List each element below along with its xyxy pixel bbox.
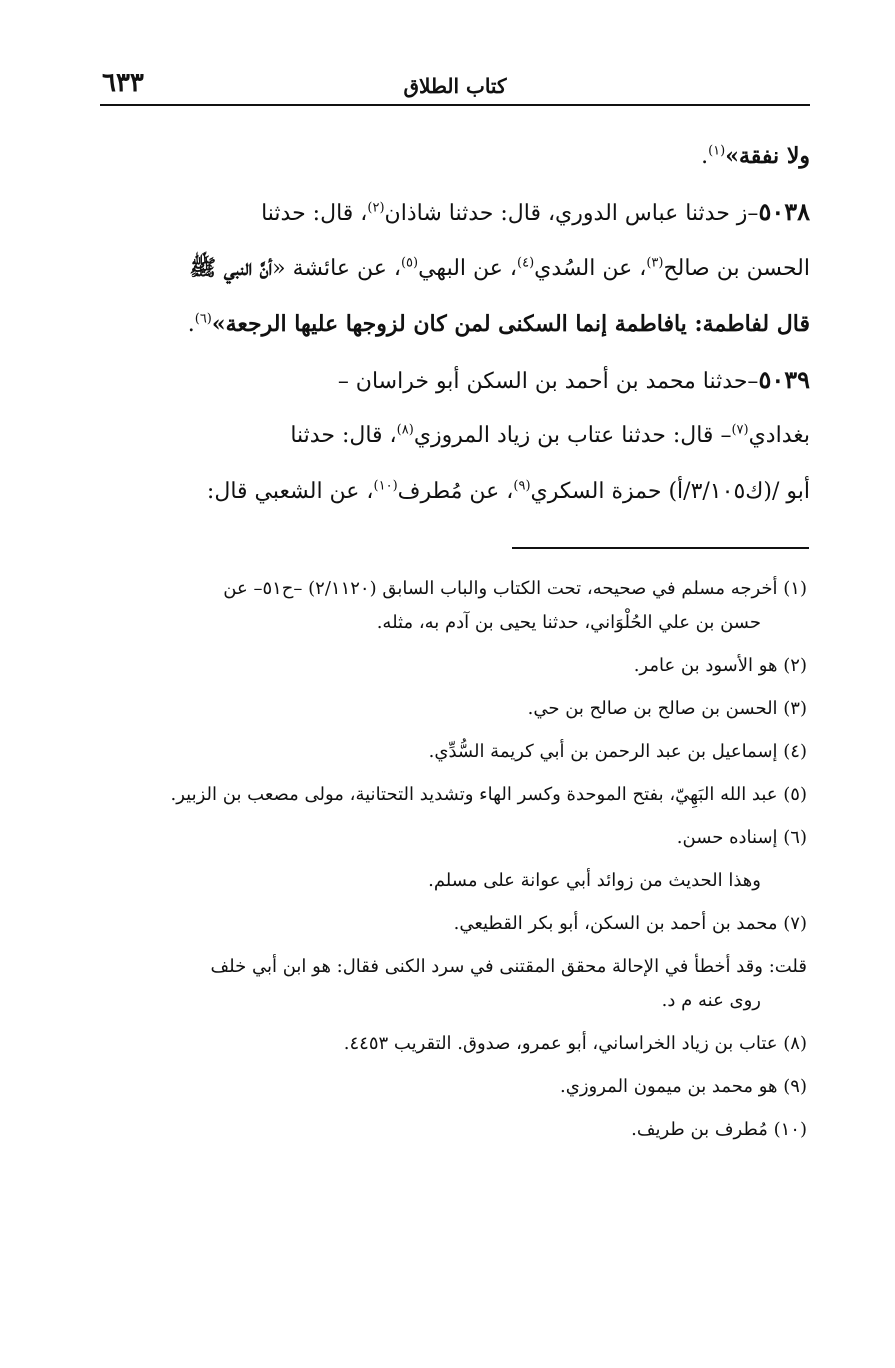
- isnad-text: –ز حدثنا عباس الدوري، قال: حدثنا شاذان: [384, 201, 759, 226]
- punctuation: .: [701, 144, 709, 169]
- isnad-text: ، عن الشعبي قال:: [206, 479, 374, 504]
- footnote-9: (٩) هو محمد بن ميمون المروزي.: [560, 1076, 807, 1097]
- footnote-ref: (٦): [194, 311, 212, 327]
- footnote-7: (٧) محمد بن أحمد بن السكن، أبو بكر القطيعي.: [453, 913, 807, 934]
- footnote-ref: (٥): [400, 255, 419, 271]
- footnote-ref: (٧): [731, 422, 749, 438]
- footnote-1-continuation: حسن بن علي الحُلْوَاني، حدثنا يحيى بن آدم به، مثله.: [376, 612, 761, 633]
- footnote-8: (٨) عتاب بن زياد الخراساني، أبو عمرو، صدوق. التقريب ٤٤٥٣.: [343, 1033, 807, 1054]
- matn-text: قال لفاطمة: يافاطمة إنما السكنى لمن كان لزوجها عليها الرجعة»: [211, 311, 810, 337]
- hadith-ending: ولا نفقة»: [725, 143, 810, 169]
- footnotes: [87, 572, 807, 1156]
- hadith-5039-line: [90, 352, 810, 408]
- header-divider: [100, 104, 810, 106]
- isnad-text: –حدثنا محمد بن أحمد بن السكن أبو خراسان –: [337, 369, 759, 394]
- main-text: [90, 128, 810, 520]
- isnad-text: – قال: حدثنا عتاب بن زياد المروزي: [413, 423, 732, 448]
- footnote-6-note: وهذا الحديث من زوائد أبي عوانة على مسلم.: [428, 870, 761, 891]
- footnote-5: (٥) عبد الله البَهِيّ، بفتح الموحدة وكسر الهاء وتشديد التحتانية، مولى مصعب بن الزبير.: [170, 784, 807, 805]
- footnote-6: (٦) إسناده حسن.: [676, 827, 807, 848]
- footnote-10: (١٠) مُطرف بن طريف.: [631, 1119, 807, 1140]
- text-line: [90, 296, 810, 352]
- text-line: [90, 240, 810, 296]
- isnad-text: بغدادي: [748, 423, 810, 448]
- hadith-number: ٥٠٣٨: [758, 197, 810, 226]
- footnote-ref: (١٠): [373, 478, 398, 494]
- matn-text: أنَّ النبي ﷺ: [189, 255, 273, 281]
- footnote-3: (٣) الحسن بن صالح بن صالح بن حي.: [527, 698, 807, 719]
- footnote-ref: (١): [708, 143, 726, 159]
- footnote-ref: (٣): [646, 255, 664, 271]
- chapter-title: كتاب الطلاق: [403, 74, 507, 98]
- text-line: [90, 128, 810, 184]
- footnote-2: (٢) هو الأسود بن عامر.: [633, 655, 807, 676]
- footnote-ref: (٤): [517, 255, 535, 271]
- footnote-ref: (٨): [396, 422, 414, 438]
- isnad-text: ، عن السُدي: [534, 256, 647, 281]
- isnad-text: ، عن البهي: [418, 256, 517, 281]
- text-line: [90, 464, 810, 520]
- footnote-4: (٤) إسماعيل بن عبد الرحمن بن أبي كريمة السُّدِّي.: [428, 741, 807, 762]
- isnad-text: ، عن عائشة «: [272, 256, 401, 281]
- isnad-text: الحسن بن صالح: [663, 256, 810, 281]
- footnote-1: (١) أخرجه مسلم في صحيحه، تحت الكتاب والباب السابق (٢/١١٢٠) –ح٥١– عن: [223, 578, 807, 599]
- punctuation: .: [187, 312, 195, 337]
- footnote-divider: [512, 547, 809, 549]
- isnad-text: ، عن مُطرف: [397, 479, 514, 504]
- footnote-ref: (٢): [367, 200, 385, 216]
- page-number: ٦٣٣: [102, 68, 144, 98]
- isnad-text: ، قال: حدثنا: [290, 423, 397, 448]
- hadith-number: ٥٠٣٩: [758, 365, 810, 394]
- text-line: [90, 408, 810, 464]
- isnad-text: أبو /(ك٣/١٠٥/أ) حمزة السكري: [530, 479, 810, 504]
- footnote-7-note: قلت: وقد أخطأ في الإحالة محقق المقتنى في سرد الكنى فقال: هو ابن أبي خلف: [210, 956, 807, 977]
- footnote-7-note-continuation: روى عنه م د.: [661, 990, 761, 1011]
- page-header: [100, 68, 810, 108]
- isnad-text: ، قال: حدثنا: [261, 201, 368, 226]
- footnote-ref: (٩): [513, 478, 531, 494]
- hadith-5038-line: [90, 184, 810, 240]
